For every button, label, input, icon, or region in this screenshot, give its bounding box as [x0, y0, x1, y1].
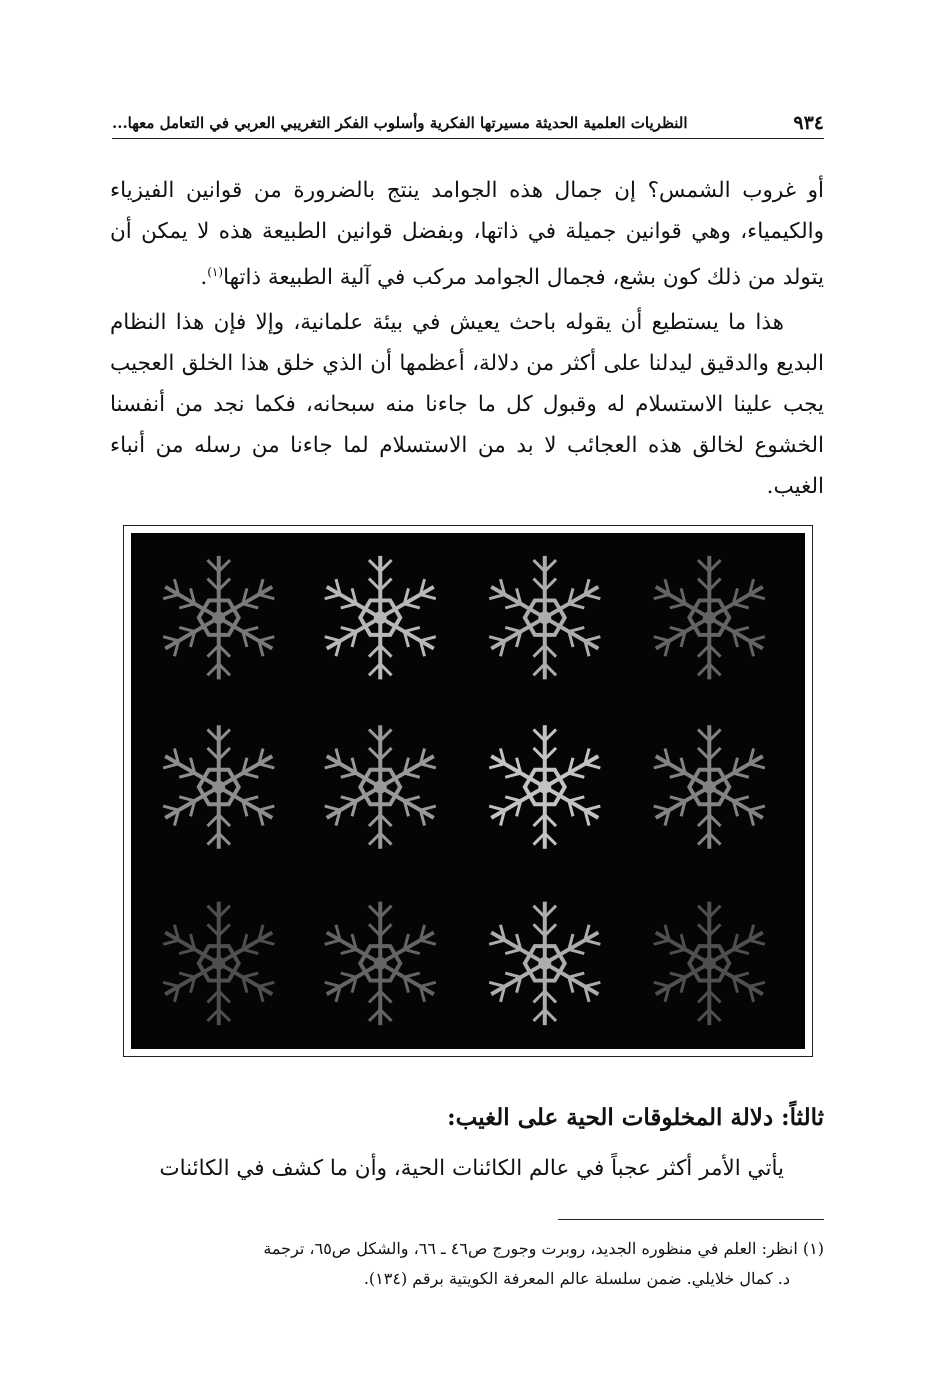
snowflake-crystal [489, 556, 600, 680]
snowflake-crystal [163, 556, 274, 680]
snowflake-figure [123, 525, 813, 1057]
paragraph-1 [110, 170, 824, 298]
snowflake-crystal [489, 902, 600, 1026]
snowflake-crystal [654, 725, 765, 849]
page-number: ٩٣٤ [793, 112, 824, 134]
paragraph-3 [110, 1148, 824, 1189]
paragraph-3-text: يأتي الأمر أكثر عجباً في عالم الكائنات الحية، وأن ما كشف في الكائنات [159, 1156, 784, 1181]
snowflake-crystal [325, 556, 436, 680]
section-heading: ثالثاً: دلالة المخلوقات الحية على الغيب: [447, 1104, 824, 1131]
footnote-line-1: (١) انظر: العلم في منظوره الجديد، روبرت وجورج ص٤٦ ـ ٦٦، والشكل ص٦٥، ترجمة [263, 1239, 824, 1258]
page-header [112, 108, 824, 139]
footnote [110, 1234, 824, 1294]
footnote-divider [558, 1219, 824, 1220]
snowflake-crystal [654, 902, 765, 1026]
snowflake-crystal [489, 725, 600, 849]
snowflake-crystal [325, 725, 436, 849]
snowflake-photo [131, 533, 805, 1049]
paragraph-1-text: أو غروب الشمس؟ إن جمال هذه الجوامد ينتج بالضرورة من قوانين الفيزياء والكيمياء، وهي قوانين جميلة في ذاتها، وبفضل قوانين الطبيعة هذه لا يمكن أن يتولد من ذلك كون بشع، فجمال الجوامد مركب في آلية الطبيعة ذاتها [110, 178, 824, 291]
snowflake-crystal [325, 902, 436, 1026]
footnote-line-2: د. كمال خلايلي. ضمن سلسلة عالم المعرفة الكويتية برقم (١٣٤). [363, 1269, 790, 1288]
footnote-ref[interactable]: (١) [207, 265, 224, 279]
running-title: النظريات العلمية الحديثة مسيرتها الفكرية وأسلوب الفكر التغريبي العربي في التعامل معها... [112, 114, 688, 132]
paragraph-2-text: هذا ما يستطيع أن يقوله باحث يعيش في بيئة علمانية، وإلا فإن هذا النظام البديع والدقيق ليدلنا على أكثر من دلالة، أعظمها أن الذي خلق هذا الخلق العجيب يجب علينا الاستسلام له وقبول كل ما جاءنا منه سبحانه، فكما نجد من أنفسنا الخشوع لخالق هذه العجائب لا بد من الاستسلام لما جاءنا من رسله من أنباء الغيب. [110, 310, 824, 499]
snowflake-grid [131, 533, 805, 1049]
snowflake-crystal [163, 725, 274, 849]
paragraph-1-end: . [200, 265, 208, 291]
snowflake-crystal [654, 556, 765, 680]
paragraph-2 [110, 302, 824, 507]
snowflake-crystal [163, 902, 274, 1026]
